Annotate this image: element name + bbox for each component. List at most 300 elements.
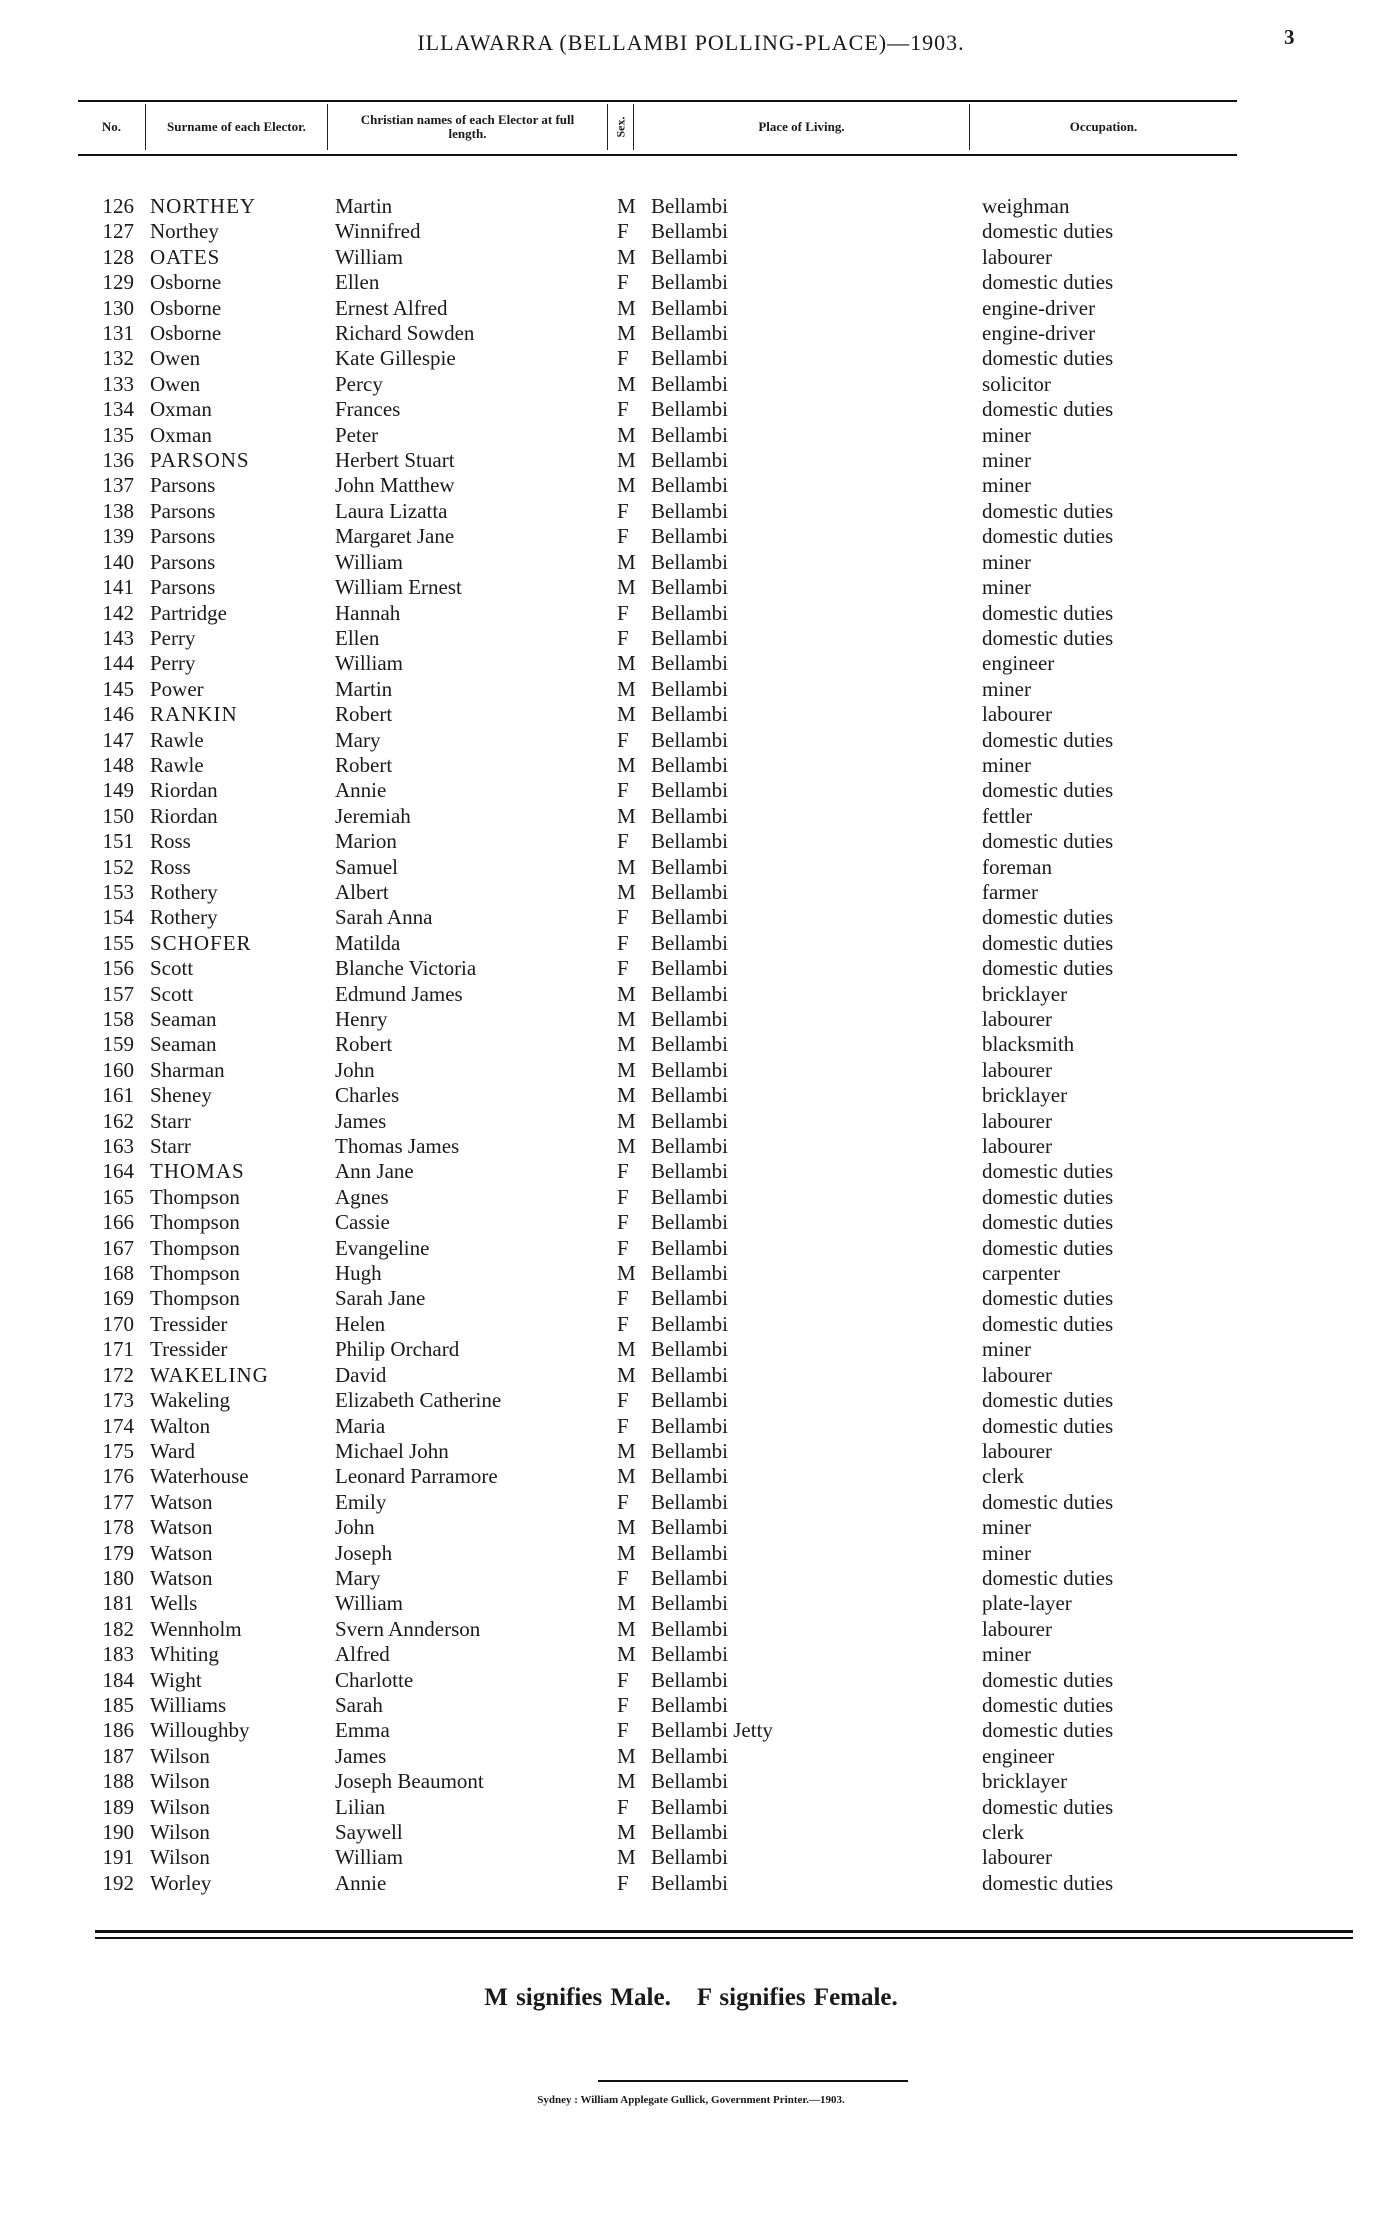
elector-occupation: domestic duties [982, 270, 1114, 295]
elector-surname: SCHOFER [150, 930, 252, 955]
elector-surname: NORTHEY [150, 194, 257, 218]
elector-surname: Watson [150, 1489, 213, 1514]
elector-sex: F [617, 600, 629, 625]
elector-occupation: domestic duties [982, 1235, 1114, 1260]
elector-surname: THOMAS [150, 1159, 245, 1184]
elector-sex: F [617, 905, 629, 930]
elector-place-of-living: Bellambi [651, 1743, 728, 1768]
elector-christian-names: Mary [335, 727, 381, 752]
elector-place-of-living: Bellambi [651, 498, 728, 523]
elector-number: 132 [102, 346, 134, 371]
elector-surname: Ross [150, 854, 191, 879]
elector-number: 156 [102, 956, 134, 981]
elector-christian-names: Hugh [335, 1261, 382, 1286]
table-row [0, 1515, 1382, 1540]
table-row [0, 473, 1382, 498]
elector-sex: F [617, 1718, 629, 1743]
table-row [0, 524, 1382, 549]
elector-occupation: miner [982, 676, 1031, 701]
elector-occupation: domestic duties [982, 1718, 1114, 1743]
elector-christian-names: Martin [335, 194, 393, 218]
table-row [0, 1388, 1382, 1413]
elector-surname: Wilson [150, 1820, 210, 1844]
elector-place-of-living: Bellambi [651, 397, 728, 422]
elector-occupation: domestic duties [982, 1565, 1114, 1590]
elector-occupation: labourer [982, 1438, 1052, 1463]
elector-occupation: labourer [982, 1007, 1052, 1031]
elector-place-of-living: Bellambi [651, 981, 728, 1006]
elector-occupation: engineer [982, 651, 1055, 676]
elector-surname: Partridge [150, 600, 227, 625]
table-row [0, 1363, 1382, 1388]
elector-christian-names: Henry [335, 1007, 388, 1031]
elector-occupation: labourer [982, 1108, 1052, 1133]
elector-christian-names: William [335, 244, 403, 269]
elector-place-of-living: Bellambi [651, 1692, 728, 1717]
elector-sex: F [617, 727, 629, 752]
elector-occupation: miner [982, 1337, 1031, 1362]
elector-sex: M [617, 854, 636, 879]
table-row [0, 1566, 1382, 1591]
elector-number: 162 [102, 1108, 134, 1133]
elector-surname: WAKELING [150, 1362, 269, 1387]
elector-occupation: domestic duties [982, 1184, 1114, 1209]
table-row [0, 296, 1382, 321]
elector-place-of-living: Bellambi [651, 1870, 728, 1895]
elector-occupation: bricklayer [982, 1083, 1068, 1108]
elector-sex: F [617, 1667, 629, 1692]
elector-surname: Parsons [150, 498, 216, 523]
elector-occupation: farmer [982, 879, 1038, 904]
elector-number: 184 [102, 1667, 134, 1692]
elector-christian-names: Sarah Jane [335, 1286, 426, 1311]
elector-occupation: clerk [982, 1820, 1024, 1844]
elector-number: 142 [102, 600, 134, 625]
elector-occupation: domestic duties [982, 778, 1114, 803]
elector-place-of-living: Bellambi [651, 1591, 728, 1616]
elector-occupation: engineer [982, 1743, 1055, 1768]
elector-sex: F [617, 346, 629, 371]
table-row [0, 1693, 1382, 1718]
elector-christian-names: Samuel [335, 854, 398, 879]
elector-sex: M [617, 1007, 636, 1031]
table-row [0, 1591, 1382, 1616]
elector-christian-names: Joseph Beaumont [335, 1769, 484, 1794]
elector-surname: Oxman [150, 397, 212, 422]
elector-surname: PARSONS [150, 448, 250, 473]
elector-sex: M [617, 1769, 636, 1794]
elector-christian-names: Agnes [335, 1184, 389, 1209]
page-title: ILLAWARRA (BELLAMBI POLLING-PLACE)—1903. [417, 30, 965, 55]
elector-occupation: miner [982, 549, 1031, 574]
elector-surname: Walton [150, 1413, 211, 1438]
elector-surname: Power [150, 676, 204, 701]
table-row [0, 1032, 1382, 1057]
elector-sex: M [617, 473, 636, 498]
page-number: 3 [1284, 25, 1295, 49]
elector-sex: M [617, 575, 636, 600]
table-row [0, 1668, 1382, 1693]
elector-number: 187 [102, 1743, 134, 1768]
elector-occupation: miner [982, 1540, 1031, 1565]
elector-sex: F [617, 930, 629, 955]
elector-surname: Starr [150, 1108, 191, 1133]
elector-number: 133 [102, 371, 134, 396]
elector-number: 188 [102, 1769, 134, 1794]
table-row [0, 397, 1382, 422]
elector-christian-names: Saywell [335, 1820, 403, 1844]
elector-place-of-living: Bellambi [651, 752, 728, 777]
elector-sex: M [617, 1438, 636, 1463]
elector-number: 153 [102, 879, 134, 904]
table-row [0, 194, 1382, 219]
elector-surname: Parsons [150, 549, 216, 574]
elector-surname: Ward [150, 1438, 195, 1463]
elector-number: 182 [102, 1616, 134, 1641]
elector-christian-names: Ernest Alfred [335, 295, 448, 320]
elector-place-of-living: Bellambi [651, 829, 728, 854]
elector-occupation: labourer [982, 702, 1052, 727]
elector-sex: F [617, 1235, 629, 1260]
elector-place-of-living: Bellambi [651, 549, 728, 574]
elector-occupation: domestic duties [982, 1159, 1114, 1184]
elector-sex: F [617, 1489, 629, 1514]
elector-place-of-living: Bellambi [651, 1489, 728, 1514]
elector-occupation: labourer [982, 1362, 1052, 1387]
elector-christian-names: Winnifred [335, 219, 421, 244]
elector-number: 128 [102, 244, 134, 269]
table-row [0, 1261, 1382, 1286]
header-sex-label: Sex. [613, 116, 628, 138]
elector-number: 190 [102, 1820, 134, 1844]
table-row [0, 1464, 1382, 1489]
table-row [0, 372, 1382, 397]
imprint-rule [598, 2080, 908, 2082]
table-row [0, 626, 1382, 651]
elector-number: 172 [102, 1362, 134, 1387]
elector-place-of-living: Bellambi [651, 575, 728, 600]
elector-occupation: miner [982, 1642, 1031, 1667]
elector-sex: F [617, 524, 629, 549]
elector-christian-names: James [335, 1743, 387, 1768]
elector-sex: M [617, 752, 636, 777]
elector-sex: F [617, 219, 629, 244]
elector-number: 178 [102, 1515, 134, 1540]
elector-surname: Parsons [150, 575, 216, 600]
elector-christian-names: Jeremiah [335, 803, 411, 828]
elector-surname: Osborne [150, 321, 222, 346]
elector-place-of-living: Bellambi [651, 295, 728, 320]
elector-place-of-living: Bellambi [651, 930, 728, 955]
elector-sex: M [617, 295, 636, 320]
elector-place-of-living: Bellambi [651, 1464, 728, 1489]
elector-place-of-living: Bellambi [651, 321, 728, 346]
elector-christian-names: Albert [335, 879, 389, 904]
header-sex [608, 104, 634, 150]
elector-number: 138 [102, 498, 134, 523]
elector-occupation: solicitor [982, 371, 1051, 396]
elector-christian-names: Sarah Anna [335, 905, 433, 930]
elector-surname: Ross [150, 829, 191, 854]
table-row [0, 1210, 1382, 1235]
elector-occupation: miner [982, 422, 1031, 447]
elector-occupation: carpenter [982, 1261, 1061, 1286]
table-row [0, 651, 1382, 676]
elector-sex: M [617, 1261, 636, 1286]
elector-surname: Scott [150, 981, 194, 1006]
elector-surname: Wilson [150, 1769, 210, 1794]
table-row [0, 575, 1382, 600]
elector-place-of-living: Bellambi [651, 1845, 728, 1870]
table-row [0, 1185, 1382, 1210]
elector-occupation: miner [982, 752, 1031, 777]
legend-male: M signifies Male. [484, 1984, 671, 2011]
elector-place-of-living: Bellambi [651, 676, 728, 701]
table-row [0, 1871, 1382, 1896]
elector-place-of-living: Bellambi [651, 956, 728, 981]
legend-female: F signifies Female. [696, 1984, 898, 2011]
elector-number: 175 [102, 1438, 134, 1463]
elector-number: 146 [102, 702, 134, 727]
elector-sex: M [617, 702, 636, 727]
table-row [0, 321, 1382, 346]
table-row [0, 1312, 1382, 1337]
elector-number: 145 [102, 676, 134, 701]
elector-number: 168 [102, 1261, 134, 1286]
elector-occupation: domestic duties [982, 905, 1114, 930]
table-header [78, 104, 1237, 150]
elector-surname: Watson [150, 1540, 213, 1565]
elector-place-of-living: Bellambi [651, 1565, 728, 1590]
elector-occupation: domestic duties [982, 1794, 1114, 1819]
elector-occupation: labourer [982, 244, 1052, 269]
elector-christian-names: Philip Orchard [335, 1337, 460, 1362]
elector-christian-names: Ellen [335, 270, 380, 295]
elector-place-of-living: Bellambi [651, 803, 728, 828]
table-row [0, 728, 1382, 753]
elector-sex: M [617, 194, 636, 218]
table-row [0, 677, 1382, 702]
table-row [0, 702, 1382, 727]
elector-surname: Thompson [150, 1235, 240, 1260]
elector-surname: Osborne [150, 295, 222, 320]
table-row [0, 1617, 1382, 1642]
elector-place-of-living: Bellambi [651, 1540, 728, 1565]
elector-christian-names: John [335, 1515, 375, 1540]
elector-sex: F [617, 1692, 629, 1717]
elector-occupation: fettler [982, 803, 1033, 828]
elector-christian-names: Svern Annderson [335, 1616, 481, 1641]
elector-place-of-living: Bellambi [651, 448, 728, 473]
table-row [0, 753, 1382, 778]
elector-christian-names: Annie [335, 1870, 387, 1895]
header-top-rule [78, 100, 1237, 102]
elector-occupation: domestic duties [982, 346, 1114, 371]
elector-christian-names: Alfred [335, 1642, 390, 1667]
elector-christian-names: Herbert Stuart [335, 448, 455, 473]
elector-number: 130 [102, 295, 134, 320]
elector-surname: Owen [150, 371, 201, 396]
elector-surname: Tressider [150, 1311, 228, 1336]
elector-sex: F [617, 498, 629, 523]
elector-surname: Wilson [150, 1794, 210, 1819]
elector-number: 164 [102, 1159, 134, 1184]
elector-occupation: domestic duties [982, 1413, 1114, 1438]
elector-sex: M [617, 1464, 636, 1489]
elector-place-of-living: Bellambi [651, 854, 728, 879]
elector-number: 150 [102, 803, 134, 828]
elector-surname: Scott [150, 956, 194, 981]
elector-number: 167 [102, 1235, 134, 1260]
elector-christian-names: Leonard Parramore [335, 1464, 498, 1489]
elector-occupation: domestic duties [982, 829, 1114, 854]
elector-surname: Thompson [150, 1184, 240, 1209]
elector-surname: Seaman [150, 1032, 217, 1057]
elector-place-of-living: Bellambi [651, 879, 728, 904]
elector-surname: Parsons [150, 524, 216, 549]
elector-surname: Riordan [150, 803, 218, 828]
elector-surname: Osborne [150, 270, 222, 295]
elector-number: 155 [102, 930, 134, 955]
elector-number: 131 [102, 321, 134, 346]
table-row [0, 905, 1382, 930]
header-bottom-rule [78, 154, 1237, 156]
elector-sex: M [617, 1820, 636, 1844]
table-row [0, 1007, 1382, 1032]
elector-christian-names: Evangeline [335, 1235, 430, 1260]
elector-number: 177 [102, 1489, 134, 1514]
elector-christian-names: Emma [335, 1718, 390, 1743]
elector-number: 170 [102, 1311, 134, 1336]
elector-occupation: domestic duties [982, 1286, 1114, 1311]
table-row [0, 550, 1382, 575]
elector-christian-names: Cassie [335, 1210, 390, 1235]
elector-number: 169 [102, 1286, 134, 1311]
elector-sex: F [617, 1184, 629, 1209]
elector-occupation: domestic duties [982, 498, 1114, 523]
elector-sex: M [617, 676, 636, 701]
elector-surname: Seaman [150, 1007, 217, 1031]
elector-christian-names: William [335, 1591, 403, 1616]
elector-sex: M [617, 1591, 636, 1616]
elector-occupation: engine-driver [982, 321, 1096, 346]
table-row [0, 1236, 1382, 1261]
elector-number: 152 [102, 854, 134, 879]
elector-christian-names: James [335, 1108, 387, 1133]
elector-sex: M [617, 1515, 636, 1540]
table-bottom-rule-thin [95, 1937, 1353, 1939]
elector-surname: Perry [150, 651, 196, 676]
elector-sex: M [617, 1743, 636, 1768]
elector-place-of-living: Bellambi [651, 1184, 728, 1209]
elector-surname: Watson [150, 1565, 213, 1590]
elector-surname: Starr [150, 1134, 191, 1159]
elector-surname: Williams [150, 1692, 227, 1717]
elector-number: 192 [102, 1870, 134, 1895]
elector-number: 136 [102, 448, 134, 473]
elector-place-of-living: Bellambi [651, 1311, 728, 1336]
elector-number: 139 [102, 524, 134, 549]
elector-surname: Sheney [150, 1083, 212, 1108]
elector-number: 143 [102, 625, 134, 650]
elector-sex: M [617, 651, 636, 676]
elector-surname: Willoughby [150, 1718, 250, 1743]
elector-place-of-living: Bellambi [651, 1667, 728, 1692]
elector-number: 144 [102, 651, 134, 676]
elector-table-body [0, 194, 1382, 1896]
elector-surname: Whiting [150, 1642, 219, 1667]
elector-christian-names: Laura Lizatta [335, 498, 448, 523]
elector-surname: Parsons [150, 473, 216, 498]
elector-sex: M [617, 1845, 636, 1870]
elector-number: 189 [102, 1794, 134, 1819]
elector-number: 149 [102, 778, 134, 803]
elector-christian-names: Peter [335, 422, 379, 447]
elector-occupation: engine-driver [982, 295, 1096, 320]
elector-sex: M [617, 1134, 636, 1159]
elector-number: 185 [102, 1692, 134, 1717]
elector-surname: Wilson [150, 1743, 210, 1768]
elector-christian-names: Maria [335, 1413, 386, 1438]
header-christian-names: Christian names of each Elector at full length. [328, 104, 608, 150]
elector-christian-names: Charles [335, 1083, 400, 1108]
elector-christian-names: Annie [335, 778, 387, 803]
elector-number: 174 [102, 1413, 134, 1438]
elector-surname: Wakeling [150, 1388, 230, 1413]
table-row [0, 829, 1382, 854]
elector-place-of-living: Bellambi [651, 1235, 728, 1260]
table-row [0, 1845, 1382, 1870]
elector-surname: Worley [150, 1870, 212, 1895]
elector-place-of-living: Bellambi [651, 778, 728, 803]
elector-sex: F [617, 1565, 629, 1590]
elector-occupation: labourer [982, 1057, 1052, 1082]
elector-surname: RANKIN [150, 702, 238, 727]
elector-number: 179 [102, 1540, 134, 1565]
elector-sex: M [617, 1642, 636, 1667]
elector-sex: M [617, 244, 636, 269]
elector-sex: M [617, 549, 636, 574]
elector-sex: M [617, 1083, 636, 1108]
elector-surname: Waterhouse [150, 1464, 249, 1489]
elector-sex: F [617, 270, 629, 295]
elector-christian-names: Lilian [335, 1794, 386, 1819]
elector-christian-names: William Ernest [335, 575, 462, 600]
elector-christian-names: John Matthew [335, 473, 455, 498]
table-row [0, 423, 1382, 448]
elector-place-of-living: Bellambi [651, 1794, 728, 1819]
elector-sex: M [617, 879, 636, 904]
table-row [0, 1490, 1382, 1515]
elector-surname: Thompson [150, 1210, 240, 1235]
elector-place-of-living: Bellambi [651, 473, 728, 498]
elector-occupation: weighman [982, 194, 1070, 218]
elector-sex: M [617, 1540, 636, 1565]
elector-christian-names: Kate Gillespie [335, 346, 456, 371]
elector-surname: Rothery [150, 905, 218, 930]
elector-christian-names: Mary [335, 1565, 381, 1590]
elector-occupation: bricklayer [982, 981, 1068, 1006]
elector-christian-names: Charlotte [335, 1667, 414, 1692]
elector-place-of-living: Bellambi [651, 1515, 728, 1540]
elector-occupation: domestic duties [982, 1870, 1114, 1895]
elector-sex: F [617, 1413, 629, 1438]
elector-occupation: miner [982, 473, 1031, 498]
elector-occupation: clerk [982, 1464, 1024, 1489]
elector-christian-names: Frances [335, 397, 401, 422]
table-row [0, 1769, 1382, 1794]
elector-place-of-living: Bellambi [651, 651, 728, 676]
